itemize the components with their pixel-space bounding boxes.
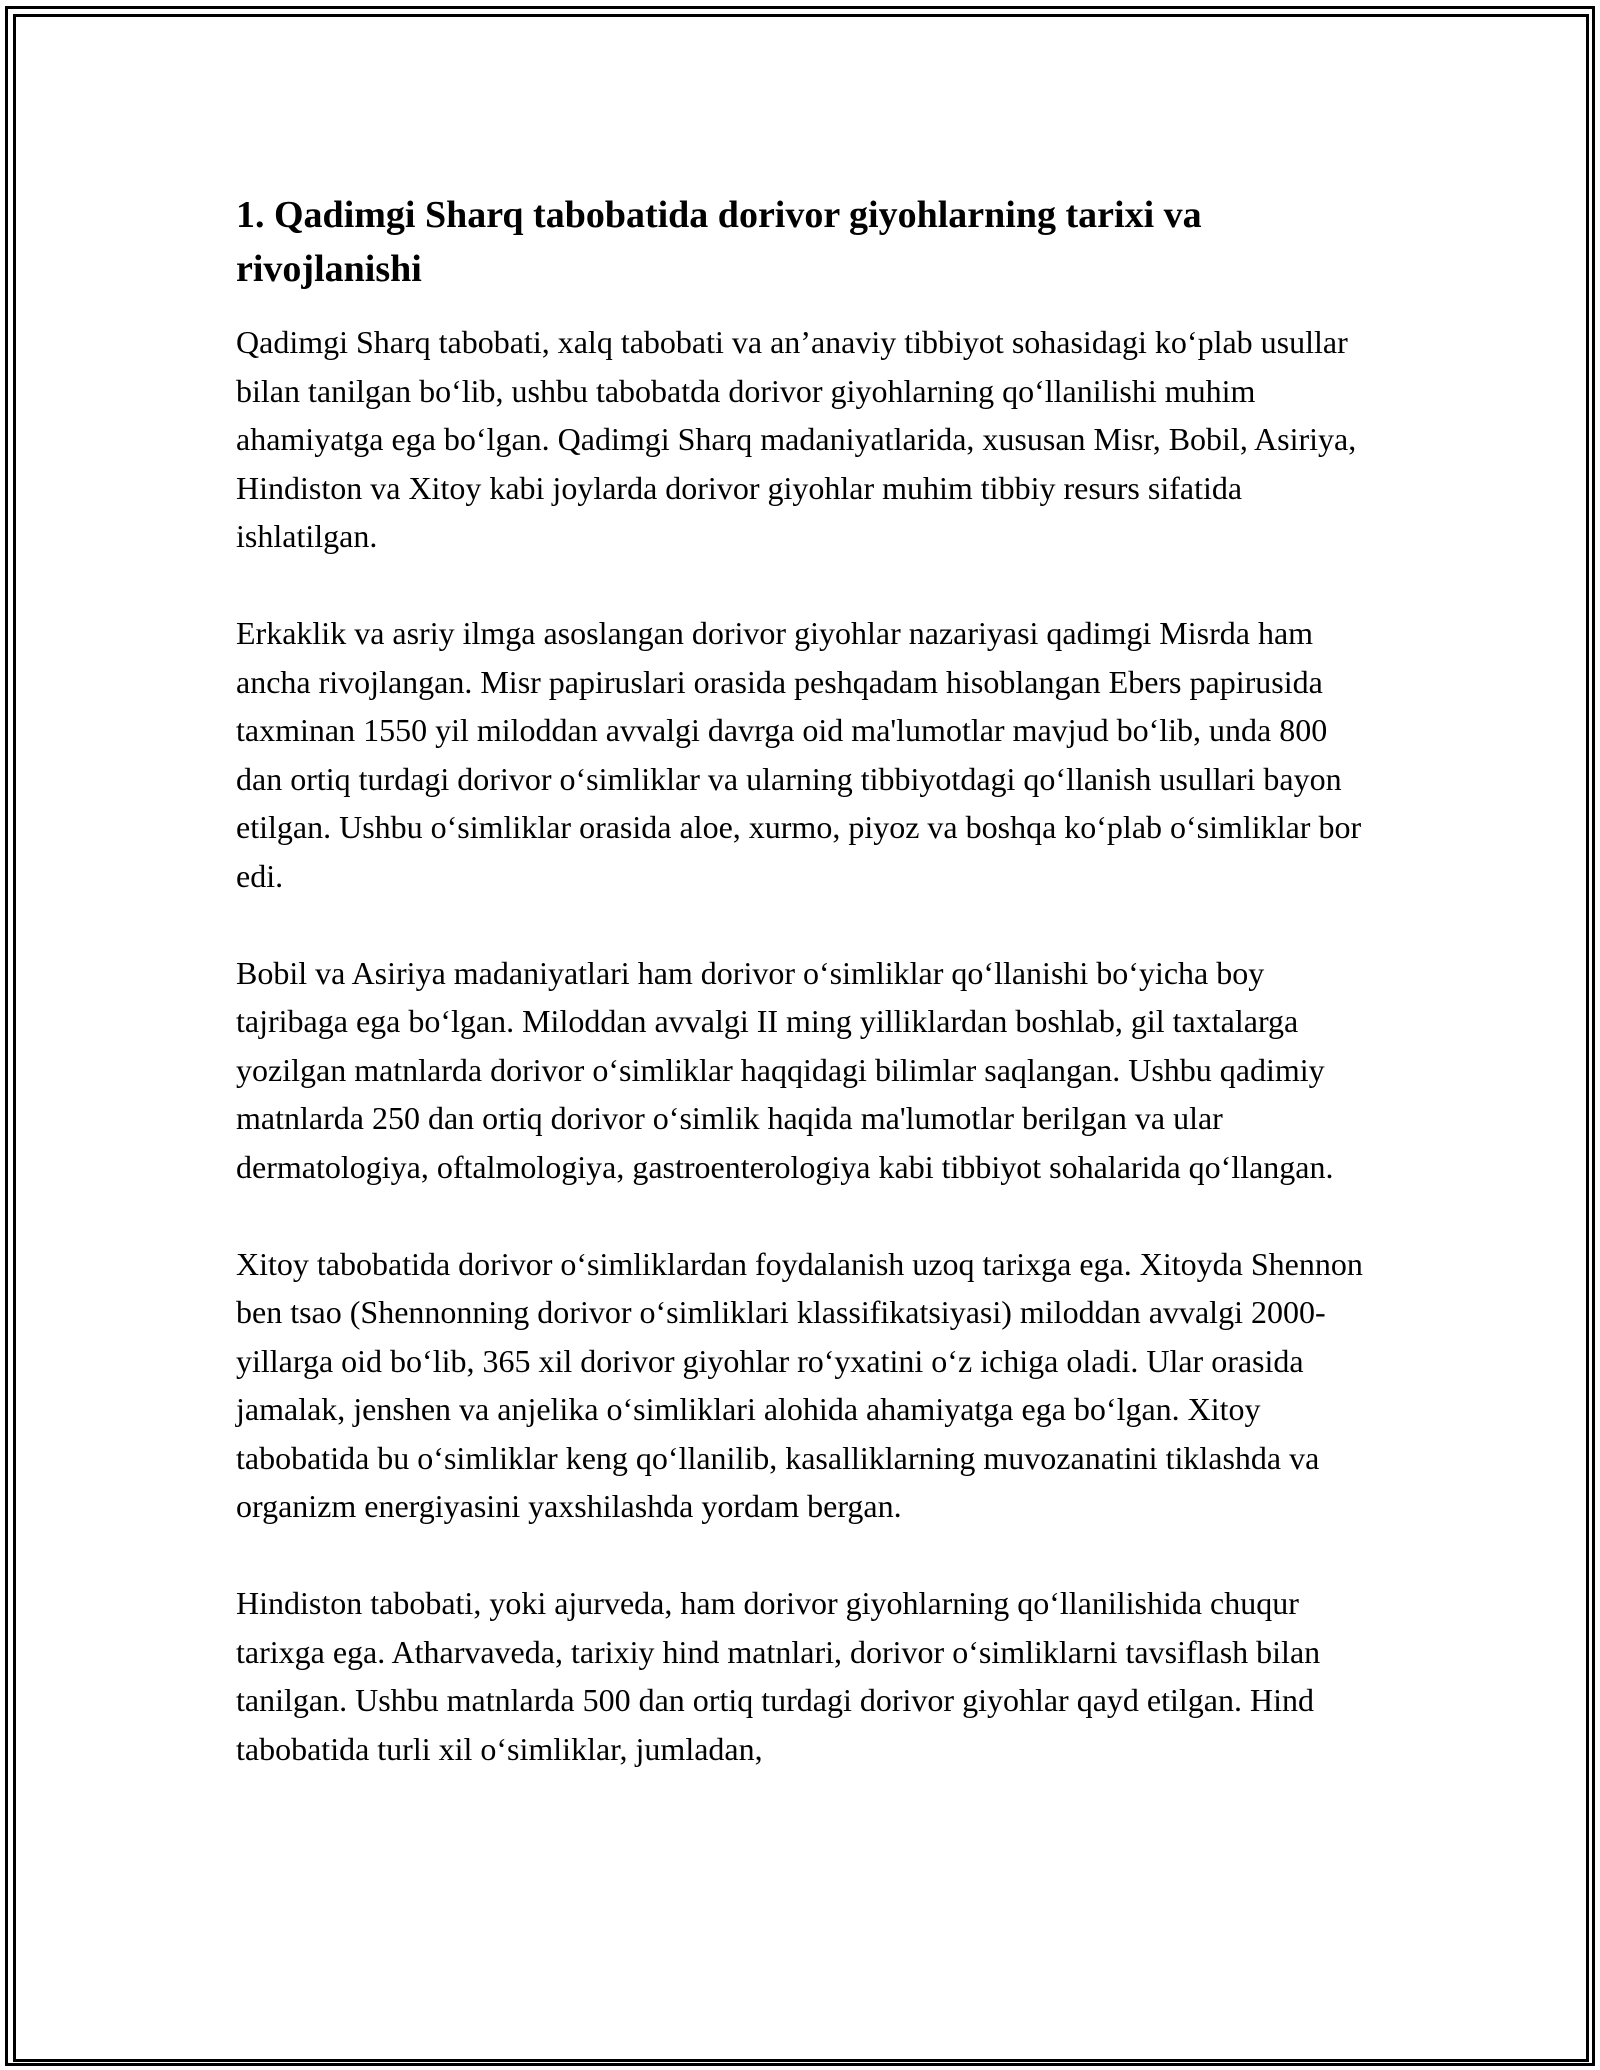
paragraph-egypt: Erkaklik va asriy ilmga asoslangan dorivor giyohlar nazariyasi qadimgi Misrda ham ancha rivojlangan. Misr papiruslari orasida peshqadam hisoblangan Ebers papirusida taxminan 1550 yil miloddan avvalgi davrga oid ma'lumotlar mavjud bo‘lib, unda 800 dan ortiq turdagi dorivor o‘simliklar va ularning tibbiyotdagi qo‘llanish usullari bayon etilgan. Ushbu o‘simliklar orasida aloe, xurmo, piyoz va boshqa ko‘plab o‘simliklar bor edi. <box>236 615 1362 894</box>
paragraph-china: Xitoy tabobatida dorivor o‘simliklardan foydalanish uzoq tarixga ega. Xitoyda Shennon ben tsao (Shennonning dorivor o‘simliklari klassifikatsiyasi) miloddan avvalgi 2000-yillarga oid bo‘lib, 365 xil dorivor giyohlar ro‘yxatini o‘z ichiga oladi. Ular orasida jamalak, jenshen va anjelika o‘simliklari alohida ahamiyatga ega bo‘lgan. Xitoy tabobatida bu o‘simliklar keng qo‘llanilib, kasalliklarning muvozanatini tiklashda va organizm energiyasini yaxshilashda yordam bergan. <box>236 1245 1363 1524</box>
paragraph-babylon-assyria: Bobil va Asiriya madaniyatlari ham dorivor o‘simliklar qo‘llanishi bo‘yicha boy tajribaga ega bo‘lgan. Miloddan avvalgi II ming yilliklardan boshlab, gil taxtalarga yozilgan matnlarda dorivor o‘simliklar haqqidagi bilimlar saqlangan. Ushbu qadimiy matnlarda 250 dan ortiq dorivor o‘simlik haqida ma'lumotlar berilgan va ular dermatologiya, oftalmologiya, gastroenterologiya kabi tibbiyot sohalarida qo‘llangan. <box>236 954 1334 1185</box>
document-body <box>236 188 1376 1822</box>
paragraph-india: Hindiston tabobati, yoki ajurveda, ham dorivor giyohlarning qo‘llanilishida chuqur tarixga ega. Atharvaveda, tarixiy hind matnlari, dorivor o‘simliklarni tavsiflash bilan tanilgan. Ushbu matnlarda 500 dan ortiq turdagi dorivor giyohlar qayd etilgan. Hind tabobatida turli xil o‘simliklar, jumladan, <box>236 1585 1321 1767</box>
paragraph-intro: Qadimgi Sharq tabobati, xalq tabobati va an’anaviy tibbiyot sohasidagi ko‘plab usullar bilan tanilgan bo‘lib, ushbu tabobatda dorivor giyohlarning qo‘llanilishi muhim ahamiyatga ega bo‘lgan. Qadimgi Sharq madaniyatlarida, xususan Misr, Bobil, Asiriya, Hindiston va Xitoy kabi joylarda dorivor giyohlar muhim tibbiy resurs sifatida ishlatilgan. <box>236 324 1357 554</box>
section-heading: 1. Qadimgi Sharq tabobatida dorivor giyohlarning tarixi va rivojlanishi <box>236 194 1202 290</box>
